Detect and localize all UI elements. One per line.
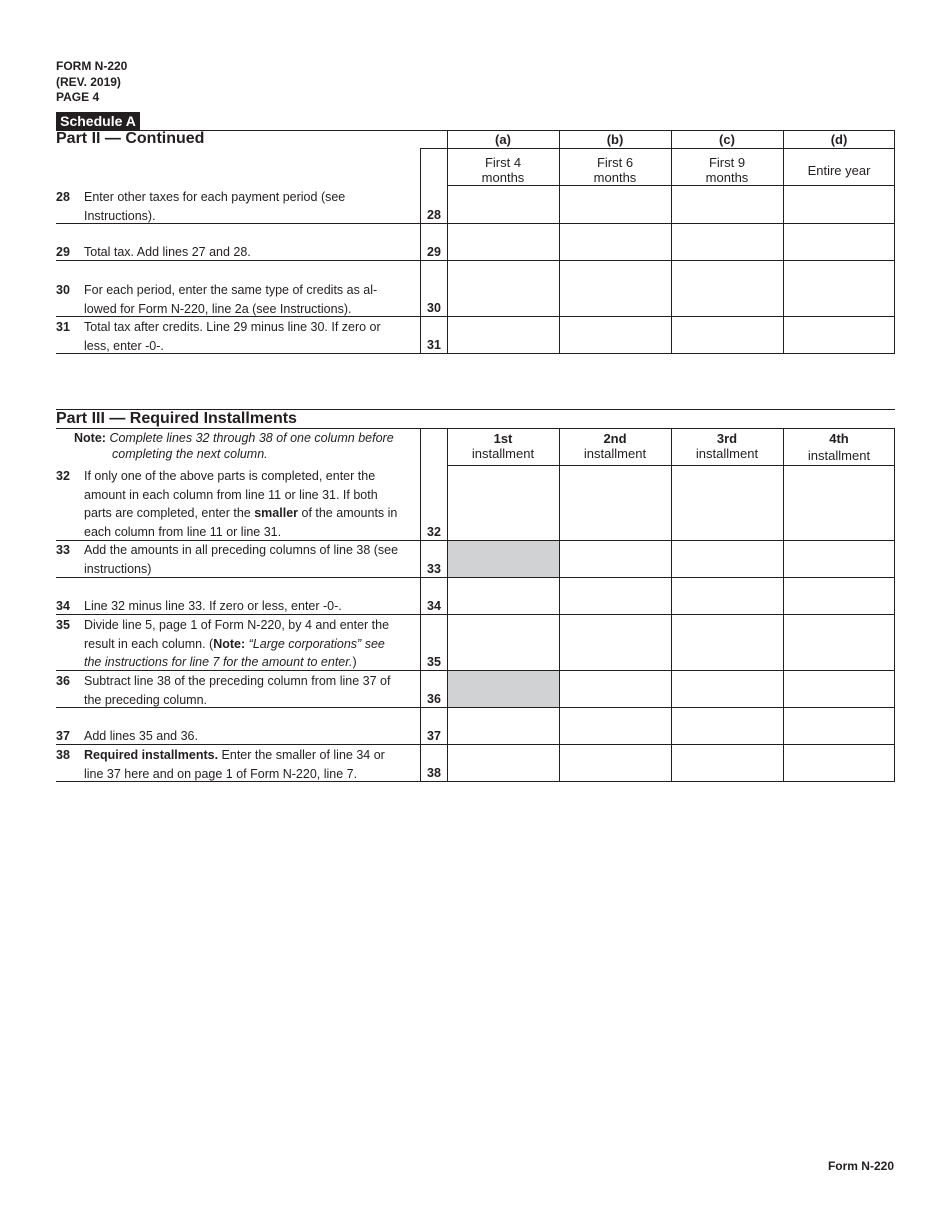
line-32-number: 32 bbox=[56, 469, 70, 483]
col-4-right bbox=[894, 428, 895, 781]
line-30-col-a-input[interactable] bbox=[448, 261, 559, 316]
line-34-col-4-input[interactable] bbox=[784, 578, 894, 614]
line-35-text: Divide line 5, page 1 of Form N-220, by 4 and enter the result in each column. (Note: “Large corporations” see the instructions for line 7 for the amount to enter.) bbox=[84, 618, 390, 669]
line-33-col-4-input[interactable] bbox=[784, 541, 894, 577]
col-a-heading: First 4 months bbox=[481, 155, 525, 185]
line-36-col-4-input[interactable] bbox=[784, 671, 894, 707]
line-38-ref: 38 bbox=[427, 766, 441, 780]
line-32-col-4-input[interactable] bbox=[784, 466, 894, 540]
line-34-col-1-input[interactable] bbox=[448, 578, 559, 614]
form-revision: (REV. 2019) bbox=[56, 74, 121, 89]
line-34-ref: 34 bbox=[427, 599, 441, 613]
line-35-number: 35 bbox=[56, 618, 70, 632]
page-number: PAGE 4 bbox=[56, 90, 100, 104]
col-c-heading: First 9 months bbox=[705, 155, 749, 185]
form-number: FORM N-220 bbox=[56, 59, 128, 73]
line-37-col-2-input[interactable] bbox=[560, 708, 671, 744]
col-d-heading: Entire year bbox=[807, 163, 871, 178]
line-28-col-d-input[interactable] bbox=[784, 186, 894, 223]
ref-col-left bbox=[420, 148, 421, 353]
line-29-ref: 29 bbox=[427, 245, 441, 259]
line-32-col-2-input[interactable] bbox=[560, 466, 671, 540]
line-35-col-4-input[interactable] bbox=[784, 615, 894, 670]
line-32-ref: 32 bbox=[427, 525, 441, 539]
line-29-col-a-input[interactable] bbox=[448, 224, 559, 260]
line-31-number: 31 bbox=[56, 320, 70, 334]
line-34-col-2-input[interactable] bbox=[560, 578, 671, 614]
line-36-col-3-input[interactable] bbox=[672, 671, 783, 707]
line-30-ref: 30 bbox=[427, 301, 441, 315]
line-37-col-3-input[interactable] bbox=[672, 708, 783, 744]
line-37-col-4-input[interactable] bbox=[784, 708, 894, 744]
line-36-col-2-input[interactable] bbox=[560, 671, 671, 707]
line-35-col-2-input[interactable] bbox=[560, 615, 671, 670]
line-29-col-c-input[interactable] bbox=[672, 224, 783, 260]
line-32-col-3-input[interactable] bbox=[672, 466, 783, 540]
line-38-text: Required installments. Enter the smaller of line 34 or line 37 here and on page 1 of Form N-220, line 7. bbox=[84, 748, 385, 781]
line-29-col-d-input[interactable] bbox=[784, 224, 894, 260]
col-a-letter: (a) bbox=[495, 132, 511, 147]
line-35-col-1-input[interactable] bbox=[448, 615, 559, 670]
line-35-col-3-input[interactable] bbox=[672, 615, 783, 670]
line-31-ref: 31 bbox=[427, 338, 441, 352]
line-30-col-c-input[interactable] bbox=[672, 261, 783, 316]
line-29-col-b-input[interactable] bbox=[560, 224, 671, 260]
line-38-col-3-input[interactable] bbox=[672, 745, 783, 781]
schedule-label: Schedule A bbox=[56, 112, 140, 131]
line-34-text: Line 32 minus line 33. If zero or less, enter -0-. bbox=[84, 599, 342, 613]
line-35-ref: 35 bbox=[427, 655, 441, 669]
part2-title: Part II — Continued bbox=[56, 130, 205, 147]
line-33-col-2-input[interactable] bbox=[560, 541, 671, 577]
col-2-heading: 2nd installment bbox=[583, 431, 647, 461]
line-37-text: Add lines 35 and 36. bbox=[84, 729, 198, 743]
line-38-number: 38 bbox=[56, 748, 70, 762]
line-33-text: Add the amounts in all preceding columns of line 38 (see instructions) bbox=[84, 543, 399, 576]
line-33-ref: 33 bbox=[427, 562, 441, 576]
line-31-text: Total tax after credits. Line 29 minus line 30. If zero or less, enter -0-. bbox=[84, 320, 381, 353]
col-d-letter: (d) bbox=[830, 132, 848, 147]
line-36-text: Subtract line 38 of the preceding column from line 37 of the preceding column. bbox=[84, 674, 391, 707]
line-38-col-1-input[interactable] bbox=[448, 745, 559, 781]
line-36-number: 36 bbox=[56, 674, 70, 688]
line-34-number: 34 bbox=[56, 599, 70, 613]
line-36-ref: 36 bbox=[427, 692, 441, 706]
col-1-heading: 1st installment bbox=[471, 431, 535, 461]
col-b-heading: First 6 months bbox=[593, 155, 637, 185]
line-37-col-1-input[interactable] bbox=[448, 708, 559, 744]
line-37-number: 37 bbox=[56, 729, 70, 743]
line-29-number: 29 bbox=[56, 245, 70, 259]
line-28-col-b-input[interactable] bbox=[560, 186, 671, 223]
line-28-col-c-input[interactable] bbox=[672, 186, 783, 223]
line-31-col-c-input[interactable] bbox=[672, 317, 783, 353]
line-28-text: Enter other taxes for each payment period (see Instructions). bbox=[84, 190, 346, 223]
part3-note: Note: Complete lines 32 through 38 of one column before completing the next column. bbox=[74, 431, 394, 461]
line-28-col-a-input[interactable] bbox=[448, 186, 559, 223]
line-33-number: 33 bbox=[56, 543, 70, 557]
line-36-col-1-shaded bbox=[448, 671, 559, 707]
line-33-col-3-input[interactable] bbox=[672, 541, 783, 577]
line-28-ref: 28 bbox=[427, 208, 441, 222]
line-30-text: For each period, enter the same type of credits as al- lowed for Form N-220, line 2a (see Instructions). bbox=[84, 283, 378, 316]
line-38-col-2-input[interactable] bbox=[560, 745, 671, 781]
line-31-col-b-input[interactable] bbox=[560, 317, 671, 353]
ref-col-left bbox=[420, 428, 421, 781]
line-30-col-d-input[interactable] bbox=[784, 261, 894, 316]
col-b-letter: (b) bbox=[606, 132, 624, 147]
line-33-col-1-shaded bbox=[448, 541, 559, 577]
line-28-number: 28 bbox=[56, 190, 70, 204]
part3-header-rule bbox=[56, 428, 895, 429]
part2-top-rule bbox=[56, 130, 895, 131]
col-4-heading: 4th installment bbox=[807, 431, 871, 463]
part3-title: Part III — Required Installments bbox=[56, 410, 297, 427]
footer-form-name: Form N-220 bbox=[827, 1159, 894, 1173]
line-38-col-4-input[interactable] bbox=[784, 745, 894, 781]
col-c-letter: (c) bbox=[719, 132, 735, 147]
line-31-col-a-input[interactable] bbox=[448, 317, 559, 353]
line-30-col-b-input[interactable] bbox=[560, 261, 671, 316]
part2-header-rule bbox=[420, 148, 895, 149]
line-32-col-1-input[interactable] bbox=[448, 466, 559, 540]
line-31-col-d-input[interactable] bbox=[784, 317, 894, 353]
col-3-heading: 3rd installment bbox=[695, 431, 759, 461]
line-29-text: Total tax. Add lines 27 and 28. bbox=[84, 245, 251, 259]
line-32-text: If only one of the above parts is completed, enter the amount in each column from line 11 or line 31. If both parts are completed, enter the smaller of the amounts in each column from line 11 or line 31. bbox=[84, 469, 398, 539]
line-30-number: 30 bbox=[56, 283, 70, 297]
line-34-col-3-input[interactable] bbox=[672, 578, 783, 614]
line-37-ref: 37 bbox=[427, 729, 441, 743]
